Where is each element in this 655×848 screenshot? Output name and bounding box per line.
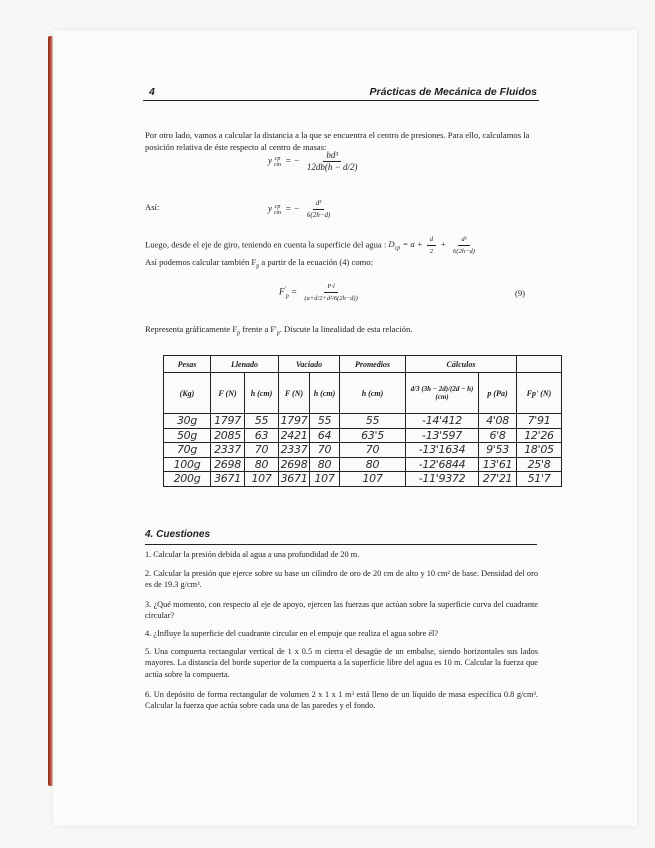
asi-label: Así:: [145, 202, 160, 212]
question-1: 1. Calcular la presión debida al agua a una profundidad de 20 m.: [145, 550, 360, 559]
question-3: 3. ¿Qué momento, con respecto al eje de apoyo, ejercen las fuerzas que actúan sobre la superficie curva del cuadrante circular?: [145, 600, 538, 621]
unit-f-llenado: F (N): [211, 373, 245, 414]
table-cell: 18'05: [517, 443, 562, 458]
table-cell: 107: [340, 472, 406, 487]
unit-kg: (Kg): [164, 373, 211, 414]
table-cell: 55: [310, 414, 340, 429]
page-number: 4: [149, 86, 155, 98]
table-cell: 100g: [164, 457, 211, 472]
table-cell: 25'8: [517, 457, 562, 472]
unit-h-promedio: h (cm): [340, 373, 406, 414]
table-cell: 80: [340, 457, 406, 472]
question-4: 4. ¿Influye la superficie del cuadrante circular en el empuje que realiza el agua sobre él?: [145, 629, 438, 638]
equation-ycp: y cp cm = − $\frac{\text{bd³}}{12db(h - d/2)}$: [268, 150, 358, 172]
table-cell: 107: [245, 472, 279, 487]
section-title: 4. Cuestiones: [145, 529, 537, 545]
table-cell: 7'91: [517, 414, 562, 429]
intro-paragraph: Por otro lado, vamos a calcular la distancia a la que se encuentra el centro de presiones. Para ello, calculamos la posición relativa de éste respecto al centro de masas:: [145, 130, 530, 152]
table-cell: 4'08: [479, 414, 517, 429]
table-cell: 2421: [279, 428, 310, 443]
equation-fp: $F'_p$ = $\frac{P\cdot l}{\text{(a+d/2+d²/6(2h−d))}}$: [279, 283, 358, 302]
table-cell: 80: [245, 457, 279, 472]
header-vaciado: Vaciado: [279, 356, 340, 373]
results-table: [163, 355, 562, 487]
table-cell: 55: [245, 414, 279, 429]
table-cell: 2337: [211, 443, 245, 458]
header-title: Prácticas de Mecánica de Fluidos: [369, 86, 537, 98]
table-row: [164, 472, 562, 487]
table-cell: 80: [310, 457, 340, 472]
unit-f-vaciado: F (N): [279, 373, 310, 414]
table-row: [164, 428, 562, 443]
unit-fp: Fp' (N): [517, 373, 562, 414]
unit-calc-formula: d/3 (3h − 2d)/(2d − h) (cm): [406, 373, 479, 414]
table-cell: 2337: [279, 443, 310, 458]
header-llenado: Llenado: [211, 356, 279, 373]
table-cell: 27'21: [479, 472, 517, 487]
equation-number: (9): [515, 288, 526, 298]
table-cell: 51'7: [517, 472, 562, 487]
table-header-row: [164, 356, 562, 373]
page-header: [143, 84, 539, 101]
asi2-paragraph: Así podemos calcular también $F_p$ a partir de la ecuación (4) como:: [145, 257, 374, 270]
table-cell: 200g: [164, 472, 211, 487]
table-row: [164, 457, 562, 472]
table-cell: 12'26: [517, 428, 562, 443]
table-cell: -14'412: [406, 414, 479, 429]
table-row: [164, 414, 562, 429]
table-row: [164, 443, 562, 458]
table-cell: 1797: [211, 414, 245, 429]
table-cell: 13'61: [479, 457, 517, 472]
table-cell: 2085: [211, 428, 245, 443]
table-cell: -13'1634: [406, 443, 479, 458]
table-cell: 70: [245, 443, 279, 458]
question-5: 5. Una compuerta rectangular vertical de 1 x 0.5 m cierra el desagüe de un embalse, siendo horizontales sus lados mayores. La distancia del borde superior de la compuerta a la superficie libre del agua es 10 m. Calcular la fuerza que actúa sobre la compuerta.: [145, 647, 538, 679]
table-cell: 70: [340, 443, 406, 458]
table-cell: 2698: [279, 457, 310, 472]
table-cell: 63'5: [340, 428, 406, 443]
luego-paragraph: Luego, desde el eje de giro, teniendo en cuenta la superficie del agua : $D_{cp} = a$ + $\frac{d}{2}$ + $\frac{\text{d²}}{6(2h-d)}$: [145, 234, 535, 257]
table-cell: 64: [310, 428, 340, 443]
table-units-row: [164, 373, 562, 414]
table-cell: -12'6844: [406, 457, 479, 472]
represent-paragraph: Representa gráficamente $F_p$ frente a $F'_p$. Discute la linealidad de esta relación.: [145, 324, 413, 337]
header-empty: [517, 356, 562, 373]
table-cell: 50g: [164, 428, 211, 443]
table-cell: 3671: [211, 472, 245, 487]
equation-dcp: $D_{cp} = a$ + $\frac{d}{2}$ + $\frac{\text{d²}}{6(2h-d)}$: [388, 236, 475, 255]
table-cell: -11'9372: [406, 472, 479, 487]
table-cell: 3671: [279, 472, 310, 487]
table-cell: 1797: [279, 414, 310, 429]
unit-h-vaciado: h (cm): [310, 373, 340, 414]
header-calculos: Cálculos: [406, 356, 517, 373]
table-cell: 2698: [211, 457, 245, 472]
table-cell: 9'53: [479, 443, 517, 458]
header-pesas: Pesas: [164, 356, 211, 373]
equation-ycp-simplified: y cp cm = − $\frac{\text{d²}}{6(2h-d)}$: [268, 199, 331, 219]
header-promedios: Promedios: [340, 356, 406, 373]
unit-p: p (Pa): [479, 373, 517, 414]
question-6: 6. Un depósito de forma rectangular de volumen 2 x 1 x 1 m³ está lleno de un líquido de masa específica 0.8 g/cm³. Calcular la fuerza que actúa sobre cada una de las paredes y el fondo.: [145, 690, 538, 711]
table-cell: 107: [310, 472, 340, 487]
table-cell: -13'597: [406, 428, 479, 443]
table-cell: 63: [245, 428, 279, 443]
unit-h-llenado: h (cm): [245, 373, 279, 414]
table-cell: 70g: [164, 443, 211, 458]
table-cell: 55: [340, 414, 406, 429]
question-2: 2. Calcular la presión que ejerce sobre su base un cilindro de oro de 20 cm de alto y 10 cm² de base. Densidad del oro es de 19.3 g/cm³.: [145, 569, 538, 590]
table-cell: 30g: [164, 414, 211, 429]
table-cell: 70: [310, 443, 340, 458]
table-cell: 6'8: [479, 428, 517, 443]
